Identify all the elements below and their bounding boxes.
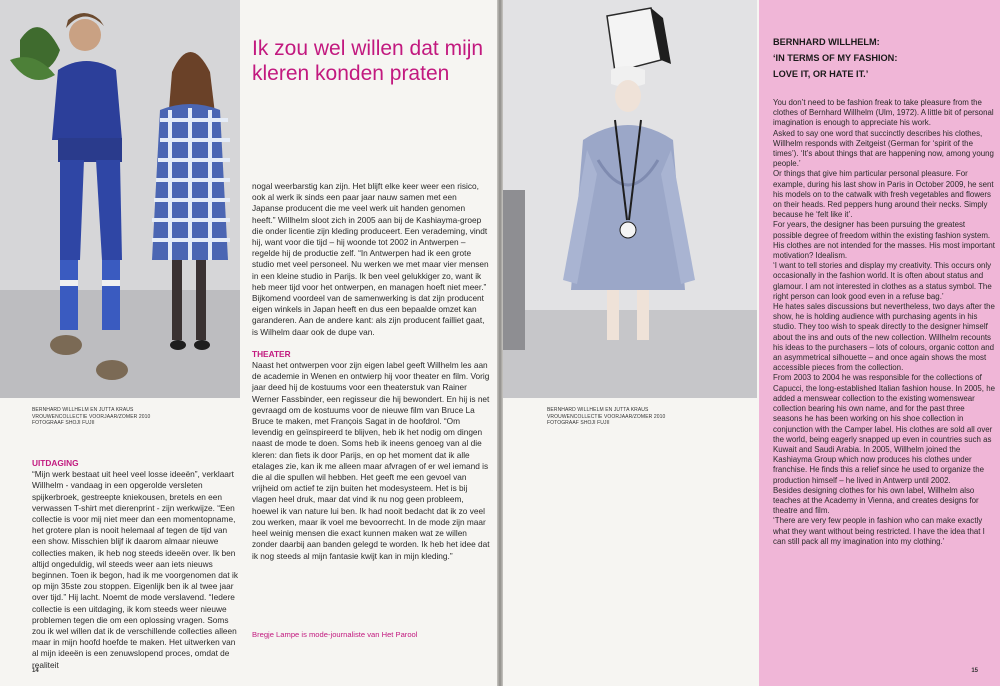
page-number-left: 14 (32, 668, 39, 674)
english-summary-sidebar (759, 0, 1000, 686)
caption-line: FOTOGRAAF SHOJI FUJII (32, 420, 95, 426)
left-column-2 (252, 181, 490, 562)
page-number-right: 15 (971, 668, 978, 674)
photo-illustration (0, 0, 240, 398)
section-subhead-uitdaging: UITDAGING (32, 458, 79, 468)
photo-illustration (503, 0, 757, 398)
left-column-1 (32, 458, 240, 671)
caption-line: BERNHARD WILLHELM EN JUTTA KRAUS (547, 407, 649, 413)
left-photo-caption (32, 407, 150, 427)
caption-line: VROUWENCOLLECTIE VOORJAAR/ZOMER 2010 (32, 413, 151, 420)
column-1-text: “Mijn werk bestaat uit heel veel losse ideeën”, verklaart Willhelm - vandaag in een opgerolde versleten spijkerbroek, gestreepte kniekousen, bretels en een verwassen T-shirt met dierenprint - zijn werkwijze. “Een collectie is voor mij niet meer dan een momentopname, het grotere plan is nooit helemaal af tegen de tijd van een show. Misschien blijf ik daarom almaar nieuwe collecties maken, ik heb nog steeds ideeën over. Ik ben altijd ongeduldig, wil steeds weer aan iets nieuws beginnen. Toen ik begon, had ik me voorgenomen dat ik op mijn 35ste zou stoppen. Eigenlijk ben ik al twee jaar over tijd.” Hij lacht. Noemt de mode verslavend. “Iedere collectie is een uitdaging, ik kom steeds weer nieuwe problemen tegen die om een oplossing vragen. Soms zou ik wel willen dat ik de verschillende collecties alleen maar in mijn hoofd hoefde te maken. Het uitwerken van al mijn ideeën is een zenuwslopend proces, omdat de realiteit (32, 469, 239, 670)
caption-line: FOTOGRAAF SHOJI FUJII (547, 420, 610, 426)
sidebar-body (773, 98, 995, 547)
author-byline: Bregje Lampe is mode-journaliste van Het Parool (252, 630, 418, 639)
sidebar-paragraph: Asked to say one word that succinctly describes his clothes, Willhelm responds with Zeitgeist (German for ‘spirit of the times’). ‘It’s about things that are happening now, among young people.’ (773, 128, 994, 169)
sidebar-paragraph: Besides designing clothes for his own label, Willhelm also teaches at the Academy in Vienna, and creates designs for theatre and film. (773, 485, 979, 516)
sidebar-heading-line: LOVE IT, OR HATE IT.’ (773, 69, 869, 79)
right-page (503, 0, 1000, 686)
sidebar-heading-line: ‘IN TERMS OF MY FASHION: (773, 53, 898, 63)
sidebar-paragraph: Or things that give him particular personal pleasure. For example, during his last show in Paris in October 2009, he sent his models on to the catwalk with fresh vegetables and flowers on their heads. Red peppers hung around their necks. Simply because he ‘felt like it’. (773, 169, 994, 220)
runway-photo-model (503, 0, 757, 398)
runway-photo-two-designers (0, 0, 240, 398)
sidebar-heading-line: BERNHARD WILLHELM: (773, 37, 880, 47)
right-photo-caption (547, 407, 665, 427)
sidebar-paragraph: He hates sales discussions but nevertheless, two days after the show, he is holding audience with purchasing agents in his studio. They too wish to speak directly to the designer himself about the ins and outs of the new collection. Willhelm recounts his ideas to the purchasers – lots of colours, organic cotton and an asymmetrical silhouette – and once again shows the most accessible pieces from the collection. (773, 302, 995, 373)
sidebar-paragraph: For years, the designer has been pursuing the greatest possible degree of freedom within the existing fashion system. His clothes are not intended for the masses. His most important motivation? Idealism. (773, 220, 995, 261)
column-2-text-b: Naast het ontwerpen voor zijn eigen label geeft Willhelm les aan de academie in Wenen en ontwierp hij voor theater en film. Vorig jaar deed hij de kostuums voor een theaterstuk van Rainer Werner Fassbinder, een regisseur die hij bewondert. En hij is net gevraagd om de kostuums voor de nieuwe film van Bruce La Bruce te maken, met François Sagat in de hoofdrol. “Om levendig en geïnspireerd te blijven, heb ik het nodig om dingen naast de mode te doen. Soms heb ik ineens genoeg van al die kleren: dan fiets ik door Parijs, en op het moment dat ik alle etalages zie, kan ik me alleen maar afvragen of er wel iemand is die al die spullen wil hebben. Het geeft me een gevoel van vrijheid om actief te zijn buiten het modesysteem. Het is bij vlagen heel druk, maar dat vind ik nu nog geen probleem, hoewel ik van nature lui ben. Ik had nooit bedacht dat ik zo veel zou werken, maar ik voel me bevoorrecht. In de mode zijn maar heel weinig mensen die exact kunnen maken wat ze willen zonder daarbij aan banden gelegd te worden. Ik heb het idee dat ik nog steeds al mijn fantasie kwijt kan in mijn kleding.” (252, 360, 490, 561)
sidebar-paragraph: From 2003 to 2004 he was responsible for the collections of Capucci, the long-established Italian fashion house. In 2005, he added a menswear collection to the existing womenswear collection bearing his own name, and for the past three seasons he has been working on his shoe collection in conjunction with the Camper label. His clothes are sold all over the world, being eagerly snapped up even in countries such as Kuwait and Saudi Arabia. In 2005, Willhelm joined the Kashiayma Group which now produces his clothes under franchise. He finds this a relief since he used to organize the production himself – he lived in Antwerp until 2002. (773, 373, 995, 485)
sidebar-paragraph: ‘There are very few people in fashion who can make exactly what they want without being restricted. I have the idea that I can still pack all my imagination into my clothing.’ (773, 516, 985, 546)
article-title: Ik zou wel willen dat mijn kleren konden praten (252, 37, 484, 85)
caption-line: VROUWENCOLLECTIE VOORJAAR/ZOMER 2010 (547, 413, 666, 420)
column-2-text-a: nogal weerbarstig kan zijn. Het blijft elke keer weer een risico, ook al werk ik sinds een paar jaar nauw samen met een Japanse producent die me veel werk uit handen genomen heeft.” Willhelm sloot zich in 2005 aan bij de Kashiayma-groep die onder licentie zijn kleding produceert. Een verademing, vindt hij, want voor die tijd – hij woonde tot 2002 in Antwerpen – regelde hij de productie zelf. “In Antwerpen had ik een grote studio met veel personeel. Nu werken we met maar vier mensen in een kleine studio in Parijs. Ik ben veel gelukkiger zo, want ik heb meer tijd voor het ontwerpen, en managen hoeft niet meer.” Bijkomend voordeel van de samenwerking is dat zijn producent eigen winkels in Japan heeft en dus een bepaalde omzet kan garanderen. Aan de andere kant: als zijn producent failliet gaat, is Wilhelm daar ook de dupe van. (252, 181, 489, 337)
caption-line: BERNHARD WILLHELM EN JUTTA KRAUS (32, 407, 134, 413)
sidebar-paragraph: You don’t need to be fashion freak to take pleasure from the clothes of Bernhard Willhelm (Ulm, 1972). A little bit of personal imagination is enough to appreciate his work. (773, 98, 994, 128)
sidebar-paragraph: ‘I want to tell stories and display my creativity. This occurs only occasionally in the fashion world. It is often about status and glamour. I am not interested in clothes as a status symbol. The right person can look good even in a refuse bag.’ (773, 261, 992, 301)
sidebar-heading (773, 34, 995, 82)
section-subhead-theater: THEATER (252, 348, 291, 359)
left-page (0, 0, 497, 686)
